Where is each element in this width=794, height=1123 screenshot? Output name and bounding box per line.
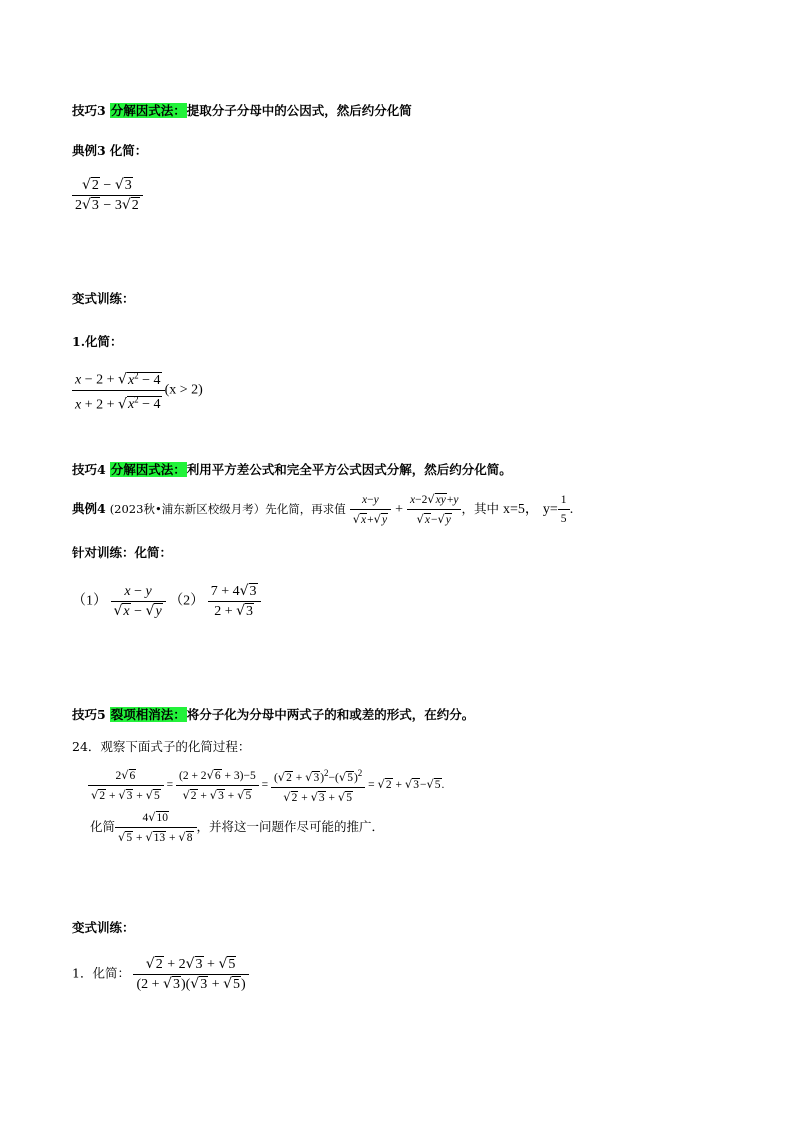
drill-part1-fraction: $\frac{x - y}{√x - √y}$ <box>111 583 166 621</box>
practice1-title <box>72 289 135 309</box>
example4-label: 典例4 <box>72 501 106 516</box>
item1-condition: (x > 2) <box>164 382 203 398</box>
tip3-heading <box>72 101 412 121</box>
item1-label: 1.化简： <box>72 334 123 349</box>
q24-intro-text: 24．观察下面式子的化简过程： <box>72 739 251 754</box>
example4-fraction1: $\frac{x-y}{√x+√y}$ <box>350 491 391 529</box>
drill-title <box>72 543 172 563</box>
example4-fraction2: $\frac{x-2√xy+y}{√x-√y}$ <box>407 490 462 529</box>
q24-frac3: $\frac{(√2 + √3)^2-(√5)^2}{√2 + √3 + √5}$ <box>271 764 365 807</box>
tip4-desc: 利用平方差公式和完全平方公式因式分解，然后约分化简。 <box>186 462 512 477</box>
item2-fraction: $\frac{√2 + 2√3 + √5}{(2 + √3)(√3 + √5)}$ <box>133 955 248 994</box>
item1-fraction: $\frac{x - 2 + √x^2 - 4}{x + 2 + √x^2 - 4}$ <box>72 366 165 414</box>
tip5-desc: 将分子化为分母中两式子的和或差的形式，在约分。 <box>186 707 475 722</box>
tip4-label: 技巧4 <box>72 462 106 477</box>
drill-part2-fraction: $\frac{7 + 4√3}{2 + √3}$ <box>208 582 261 621</box>
drill-part1-label: （1） <box>72 593 107 609</box>
example4-row: 典例4 (2023秋•浦东新区校级月考）先化简，再求值 $\frac{x-y}{√x+√y}$ + $\frac{x-2√xy+y}{√x-√y}$ ，其中 x=5， y= $\frac{1}{5}$ . <box>72 490 574 529</box>
practice1-title-text: 变式训练： <box>72 291 135 306</box>
tip3-method: 分解因式法： <box>110 103 186 118</box>
tip4-heading <box>72 460 512 480</box>
item1-label-row <box>72 332 123 352</box>
example4-x-value: x=5， <box>502 502 539 517</box>
q24-derivation: $\frac{2√6}{√2 + √3 + √5}$ = $\frac{(2 + 2√6 + 3)-5}{√2 + √3 + √5}$ = $\frac{(√2 + √3)^2-(√5)^2}{√2 + √3 + √5}$ = √2 + √3−√5. <box>88 764 444 807</box>
tip3-label: 技巧3 <box>72 103 106 118</box>
example3-heading <box>72 141 147 161</box>
example4-y-value: y= <box>542 502 558 517</box>
example4-tail: ，其中 <box>461 501 499 516</box>
item1-expression <box>72 366 203 414</box>
q24-simplify-label: 化简 <box>90 819 116 834</box>
drill-part2-label: （2） <box>169 593 205 609</box>
q24-intro <box>72 737 250 757</box>
q24-task-fraction: $\frac{4√10}{√5 + √13 + √8}$ <box>115 808 196 847</box>
tip5-label: 技巧5 <box>72 707 106 722</box>
example3-label: 典例3 <box>72 143 106 158</box>
item2-label: 1．化简： <box>72 965 130 981</box>
practice2-title-text: 变式训练： <box>72 920 135 935</box>
example4-source: (2023秋•浦东新区校级月考）先化简，再求值 <box>109 502 346 516</box>
tip5-method: 裂项相消法： <box>110 707 186 722</box>
drill-expressions <box>72 582 261 621</box>
tip4-method: 分解因式法： <box>110 462 186 477</box>
q24-tail: ，并将这一问题作尽可能的推广． <box>196 819 385 834</box>
tip3-desc: 提取分子分母中的公因式，然后约分化简 <box>186 103 412 118</box>
example3-fraction: $\frac{√2 - √3}{2√3 - 3√2}$ <box>72 176 143 215</box>
practice2-title <box>72 918 135 938</box>
q24-frac1: $\frac{2√6}{√2 + √3 + √5}$ <box>88 766 164 805</box>
example3-text: 化简： <box>109 143 148 158</box>
item2-expression <box>72 955 249 994</box>
example3-expression <box>72 176 143 215</box>
example4-y-fraction: $\frac{1}{5}$ <box>558 491 570 528</box>
q24-frac2: $\frac{(2 + 2√6 + 3)-5}{√2 + √3 + √5}$ <box>176 766 259 805</box>
drill-title-text: 针对训练：化简： <box>72 545 173 560</box>
q24-task <box>90 808 384 847</box>
tip5-heading <box>72 705 474 725</box>
